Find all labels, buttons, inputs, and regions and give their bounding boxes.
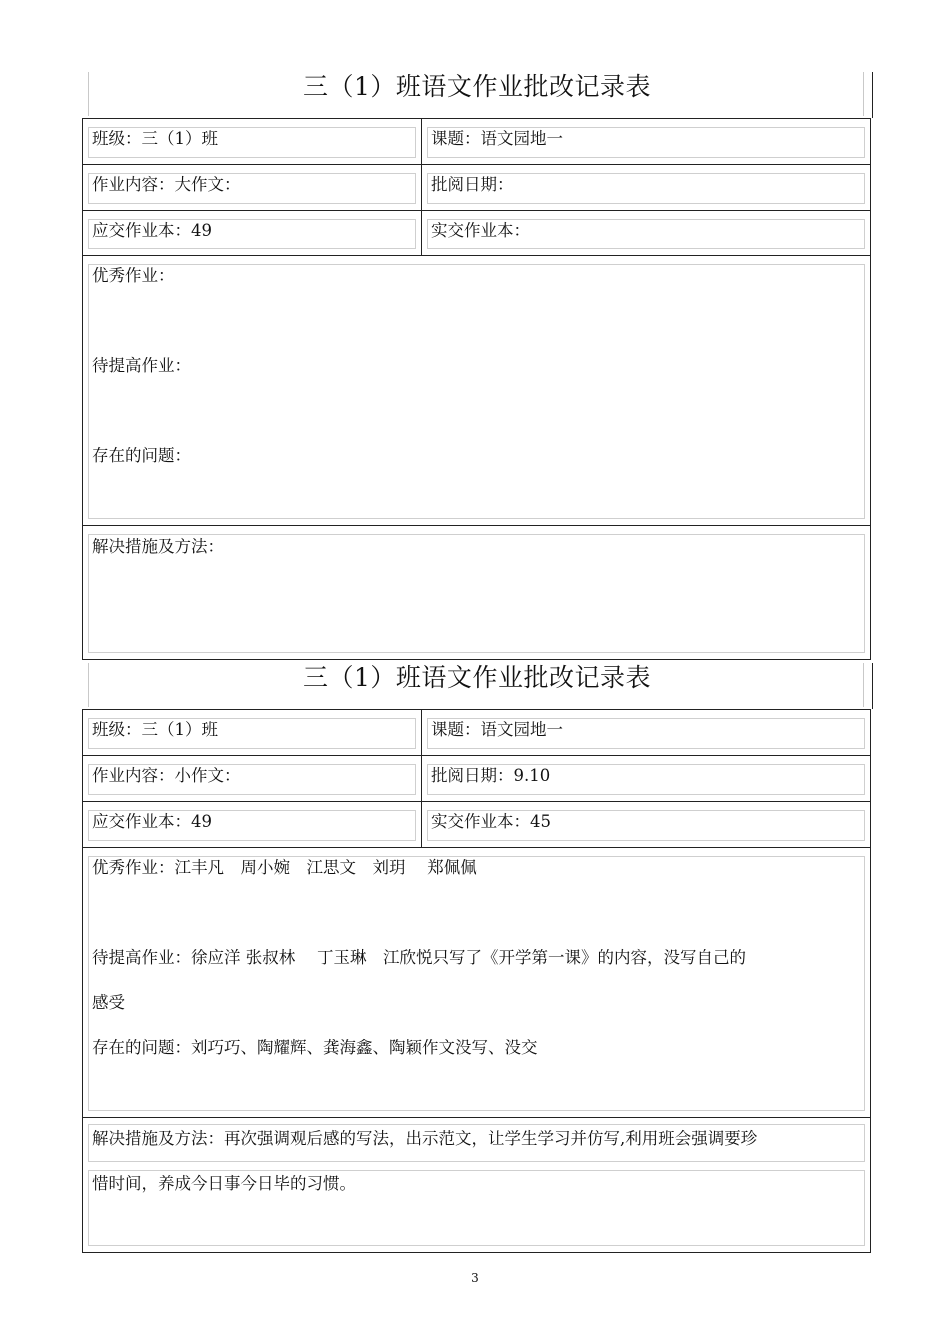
form-table [82,118,871,660]
content-label: 作业内容：小作文： [92,766,241,785]
content-label: 作业内容：大作文： [92,175,241,194]
table-row [83,848,870,1118]
record-form-1 [82,72,872,660]
table-row [83,119,870,165]
solutions-text-line-1: 解决措施及方法：再次强调观后感的写法，出示范文，让学生学习并仿写,利用班会强调要珍 [92,1129,758,1148]
solutions-label: 解决措施及方法： [92,537,224,556]
problems-text: 存在的问题：刘巧巧、陶耀辉、龚海鑫、陶颖作文没写、没交 [92,1038,538,1057]
excellent-text: 优秀作业：江丰凡 周小婉 江思文 刘玥 郑佩佩 [92,858,477,877]
form-title: 三（1）班语文作业批改记录表 [303,663,651,692]
table-row [83,526,870,659]
record-form-2 [82,663,872,1253]
class-cell [83,119,422,164]
excellent-label: 优秀作业： [92,266,175,285]
due-cell [83,211,422,255]
page-number: 3 [471,1271,479,1285]
table-row [83,756,870,802]
evaluation-cell [83,848,870,1117]
form-title-band [82,72,873,118]
class-label: 班级：三（1）班 [92,129,218,148]
date-label: 批阅日期：9.10 [431,766,551,785]
table-row [83,211,870,256]
content-cell [83,165,422,210]
table-row [83,256,870,526]
lesson-label: 课题：语文园地一 [431,129,563,148]
solutions-text-line-2: 惜时间，养成今日事今日毕的习惯。 [92,1174,356,1193]
date-cell [422,756,870,801]
due-cell [83,802,422,847]
cell-frame [88,264,865,519]
class-cell [83,710,422,755]
table-row [83,165,870,211]
improve-text-line-1: 待提高作业：徐应洋 张叔林 丁玉琳 江欣悦只写了《开学第一课》的内容，没写自己的 [92,948,746,967]
lesson-cell [422,119,870,164]
lesson-label: 课题：语文园地一 [431,720,563,739]
cell-frame [88,856,865,1111]
submitted-label: 实交作业本：45 [431,812,551,831]
problems-label: 存在的问题： [92,446,191,465]
form-title: 三（1）班语文作业批改记录表 [303,72,651,101]
table-row [83,1118,870,1252]
lesson-cell [422,710,870,755]
table-row [83,802,870,848]
form-table [82,709,871,1253]
date-cell [422,165,870,210]
due-label: 应交作业本：49 [92,221,212,240]
submitted-cell [422,802,870,847]
table-row [83,710,870,756]
form-title-band [82,663,873,709]
content-cell [83,756,422,801]
improve-label: 待提高作业： [92,356,191,375]
evaluation-cell [83,256,870,525]
submitted-label: 实交作业本： [431,221,530,240]
solutions-cell [83,526,870,659]
class-label: 班级：三（1）班 [92,720,218,739]
due-label: 应交作业本：49 [92,812,212,831]
solutions-cell [83,1118,870,1252]
date-label: 批阅日期： [431,175,514,194]
submitted-cell [422,211,870,255]
improve-text-line-2: 感受 [92,993,125,1012]
